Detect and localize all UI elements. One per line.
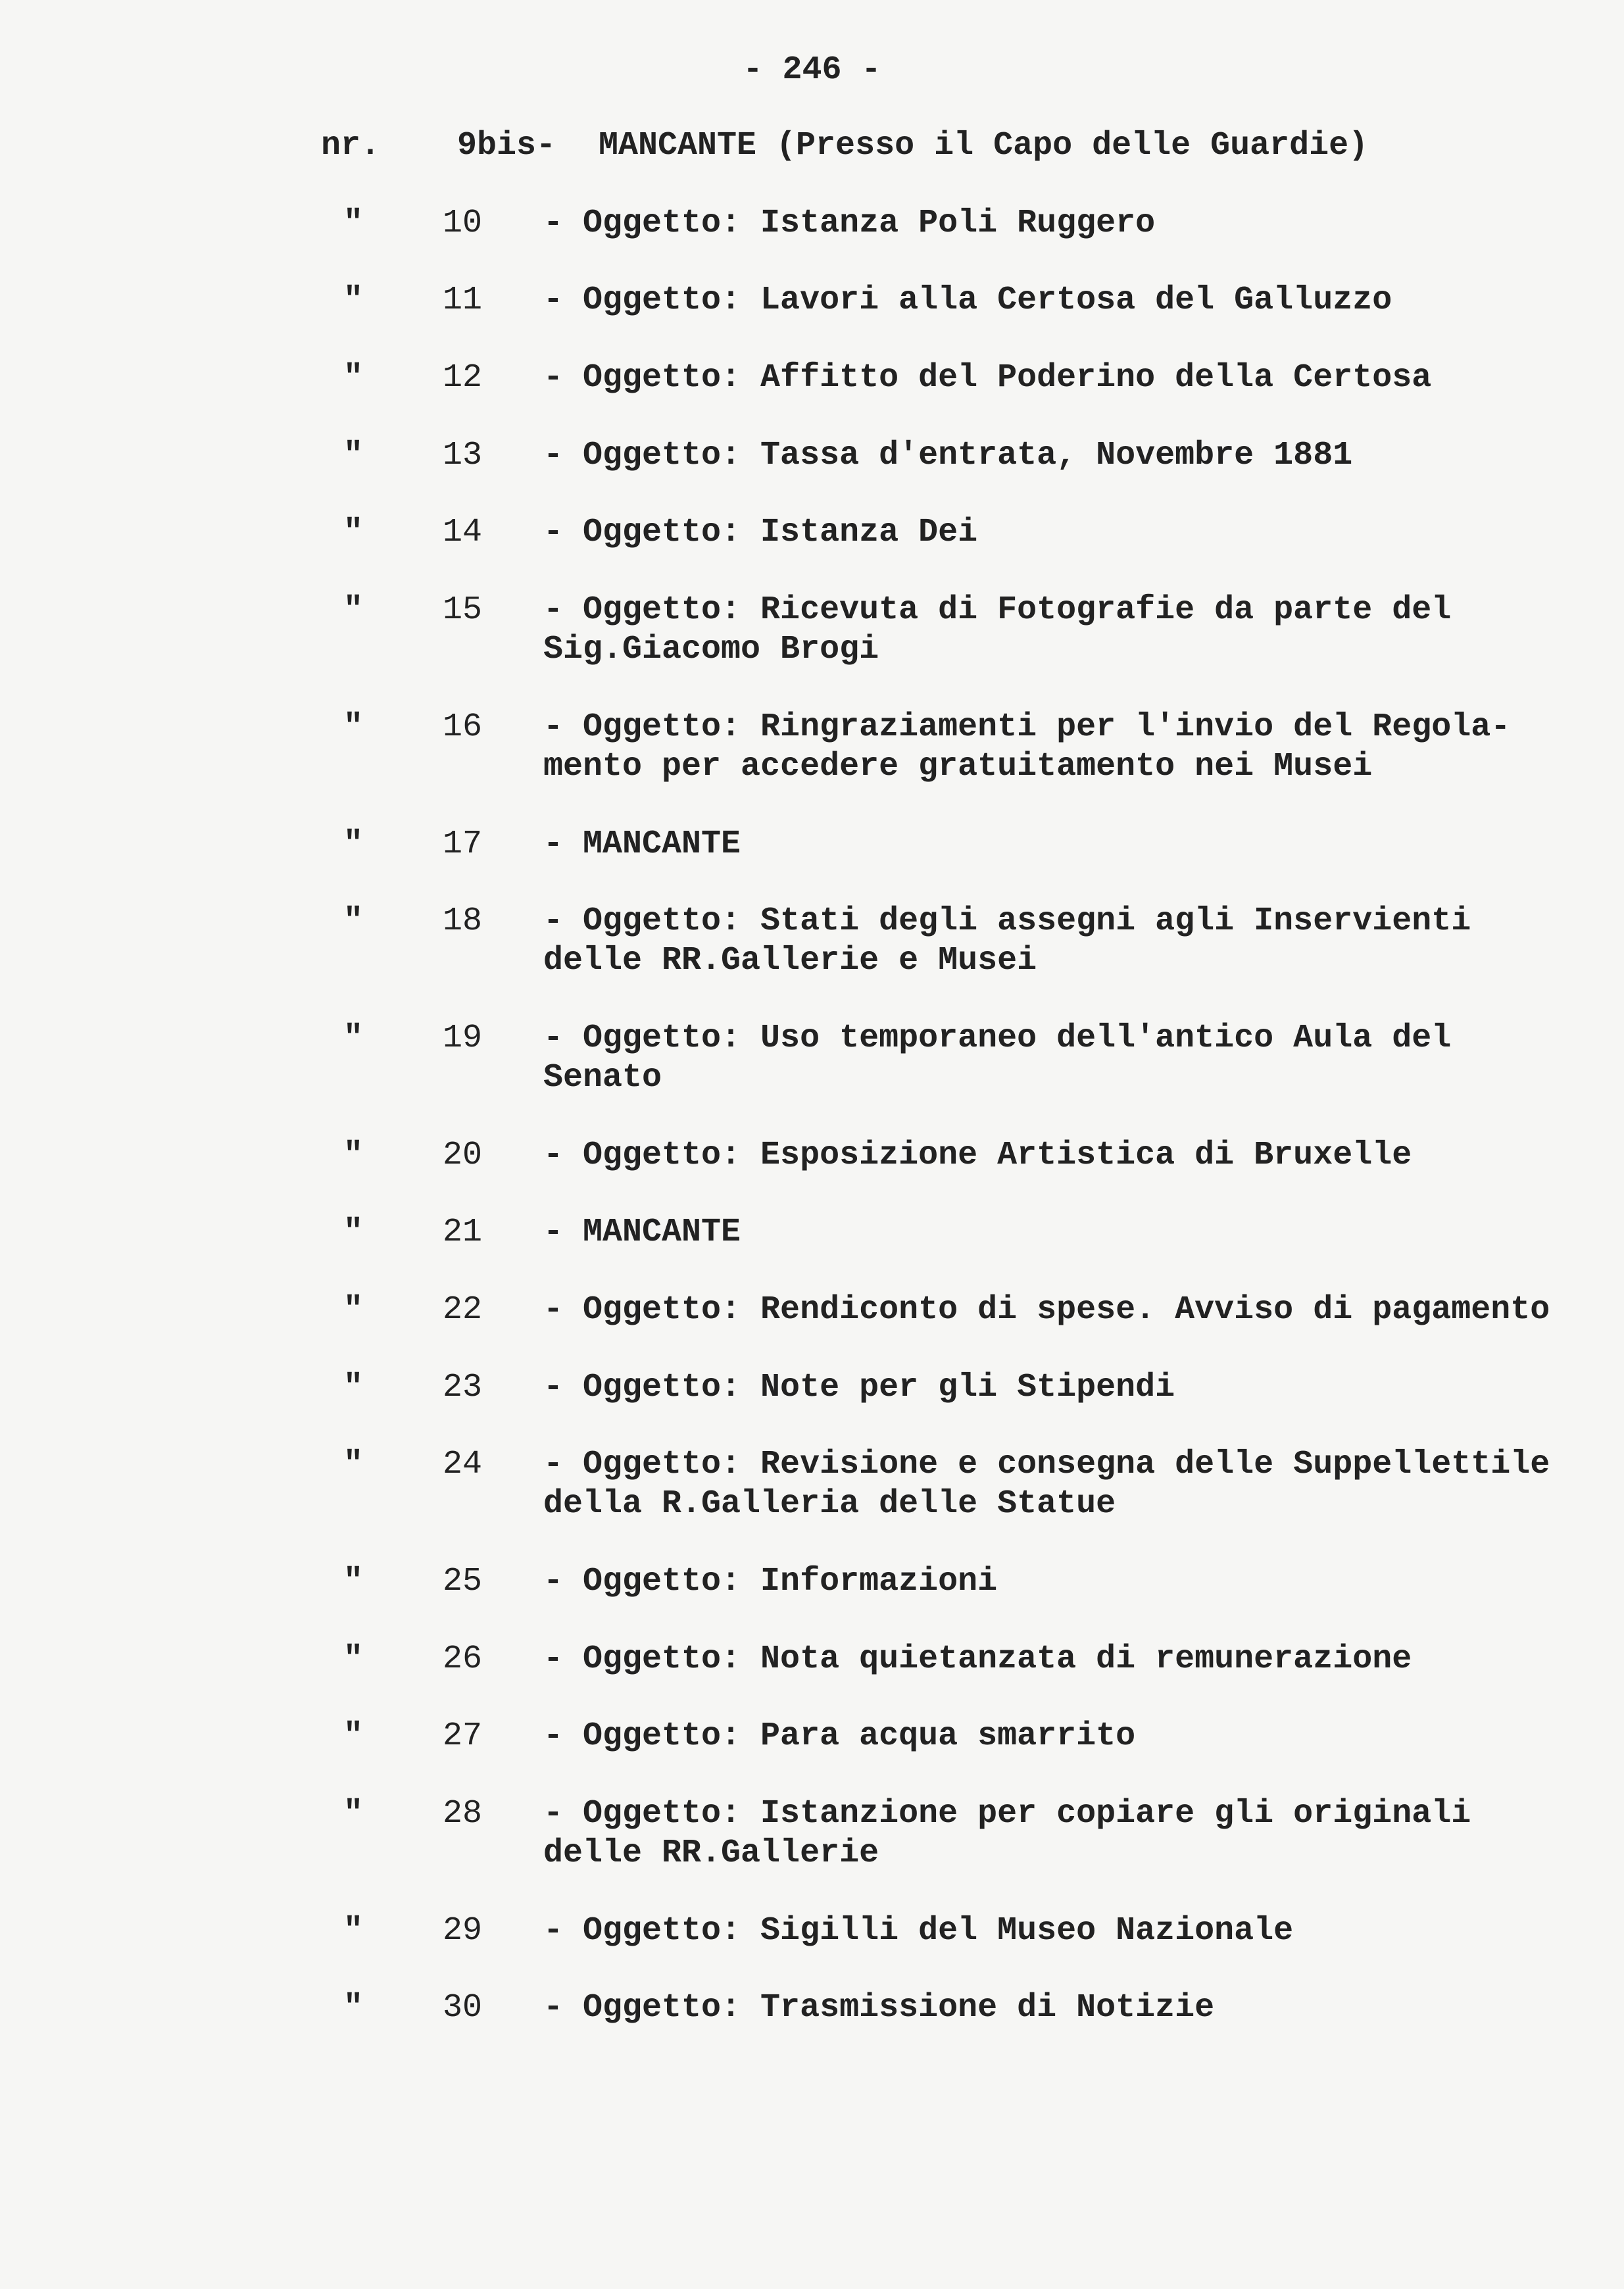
entry-text: - Oggetto: Trasmissione di Notizie [543,1989,1215,2027]
entry-number: 26 [443,1640,483,1678]
list-item [0,1562,1624,1602]
entry-number: 20 [443,1136,483,1174]
list-item [0,358,1624,398]
entry-text: - MANCANTE [543,1214,741,1252]
list-item [0,1640,1624,1679]
entry-number: 18 [443,902,483,941]
list-item [0,204,1624,243]
entry-number: 21 [443,1214,483,1252]
list-item [0,1794,1624,1873]
entry-number: 23 [443,1368,483,1406]
list-item [0,902,1624,981]
list-item [0,1019,1624,1098]
list-item [0,126,1624,166]
ditto-mark: " [343,1019,364,1057]
ditto-mark: " [343,708,364,746]
entry-text: della R.Galleria delle Statue [543,1485,1116,1523]
entry-text: delle RR.Gallerie [543,1834,879,1873]
entry-text: - Oggetto: Note per gli Stipendi [543,1368,1175,1406]
entry-text: Senato [543,1058,662,1096]
entry-text: mento per accedere gratuitamento nei Musei [543,747,1373,785]
entry-text: - Oggetto: Para acqua smarrito [543,1717,1136,1756]
ditto-mark: " [343,1446,364,1484]
ditto-mark: " [343,1717,364,1756]
entry-number: 9bis- [457,127,556,164]
page-number: - 246 - [743,51,881,89]
ditto-mark: " [343,204,364,242]
entry-number: 13 [443,436,483,474]
nr-label: nr. [321,127,381,164]
ditto-mark: " [343,282,364,320]
entry-number: 17 [443,825,483,863]
ditto-mark: " [343,1214,364,1252]
list-item [0,1717,1624,1756]
ditto-mark: " [343,825,364,863]
entry-text: - Oggetto: Stati degli assegni agli Inservienti [543,902,1471,941]
list-item [0,591,1624,670]
list-item [0,1445,1624,1524]
list-item [0,825,1624,864]
entry-text: - Oggetto: Ricevuta di Fotografie da parte del [543,591,1452,629]
entry-number: 16 [443,708,483,746]
ditto-mark: " [343,1291,364,1329]
entry-text: - Oggetto: Istanza Dei [543,514,978,552]
list-item [0,1213,1624,1252]
entry-number: 28 [443,1795,483,1833]
entry-number: 12 [443,359,483,397]
entry-text: - Oggetto: Ringraziamenti per l'invio del Regola- [543,708,1511,746]
ditto-mark: " [343,1795,364,1833]
entry-number: 19 [443,1019,483,1057]
entry-text: - Oggetto: Tassa d'entrata, Novembre 1881 [543,436,1353,474]
entry-number: 22 [443,1291,483,1329]
document-list [0,126,1624,2066]
entry-number: 29 [443,1911,483,1950]
list-item [0,436,1624,476]
ditto-mark: " [343,1911,364,1950]
list-item [0,1368,1624,1408]
list-item [0,1291,1624,1330]
entry-number: 30 [443,1989,483,2027]
ditto-mark: " [343,514,364,552]
ditto-mark: " [343,902,364,941]
list-item [0,281,1624,320]
entry-number: 27 [443,1717,483,1756]
ditto-mark: " [343,1640,364,1678]
list-item [0,1136,1624,1175]
ditto-mark: " [343,1368,364,1406]
entry-text: MANCANTE (Presso il Capo delle Guardie) [599,127,1369,164]
entry-number: 11 [443,282,483,320]
entry-text: - Oggetto: Lavori alla Certosa del Galluzzo [543,282,1392,320]
ditto-mark: " [343,591,364,629]
entry-number: 15 [443,591,483,629]
entry-number: 25 [443,1563,483,1600]
entry-text: - Oggetto: Uso temporaneo dell'antico Aula del [543,1019,1452,1057]
ditto-mark: " [343,436,364,474]
entry-number: 10 [443,204,483,242]
list-item [0,708,1624,787]
entry-text: delle RR.Gallerie e Musei [543,942,1037,980]
ditto-mark: " [343,1136,364,1174]
entry-text: - Oggetto: Istanza Poli Ruggero [543,204,1156,242]
ditto-mark: " [343,1989,364,2027]
entry-text: - Oggetto: Rendiconto di spese. Avviso di pagamento [543,1291,1550,1329]
ditto-mark: " [343,359,364,397]
entry-number: 24 [443,1446,483,1484]
ditto-mark: " [343,1563,364,1600]
entry-text: Sig.Giacomo Brogi [543,631,879,669]
entry-text: - Oggetto: Revisione e consegna delle Suppellettile [543,1446,1550,1484]
entry-text: - MANCANTE [543,825,741,863]
list-item [0,1911,1624,1951]
entry-number: 14 [443,514,483,552]
entry-text: - Oggetto: Esposizione Artistica di Bruxelle [543,1136,1412,1174]
list-item [0,513,1624,553]
entry-text: - Oggetto: Affitto del Poderino della Certosa [543,359,1432,397]
entry-text: - Oggetto: Sigilli del Museo Nazionale [543,1911,1294,1950]
list-item [0,1988,1624,2028]
entry-text: - Oggetto: Nota quietanzata di remunerazione [543,1640,1412,1678]
entry-text: - Oggetto: Istanzione per copiare gli originali [543,1795,1471,1833]
entry-text: - Oggetto: Informazioni [543,1563,998,1600]
